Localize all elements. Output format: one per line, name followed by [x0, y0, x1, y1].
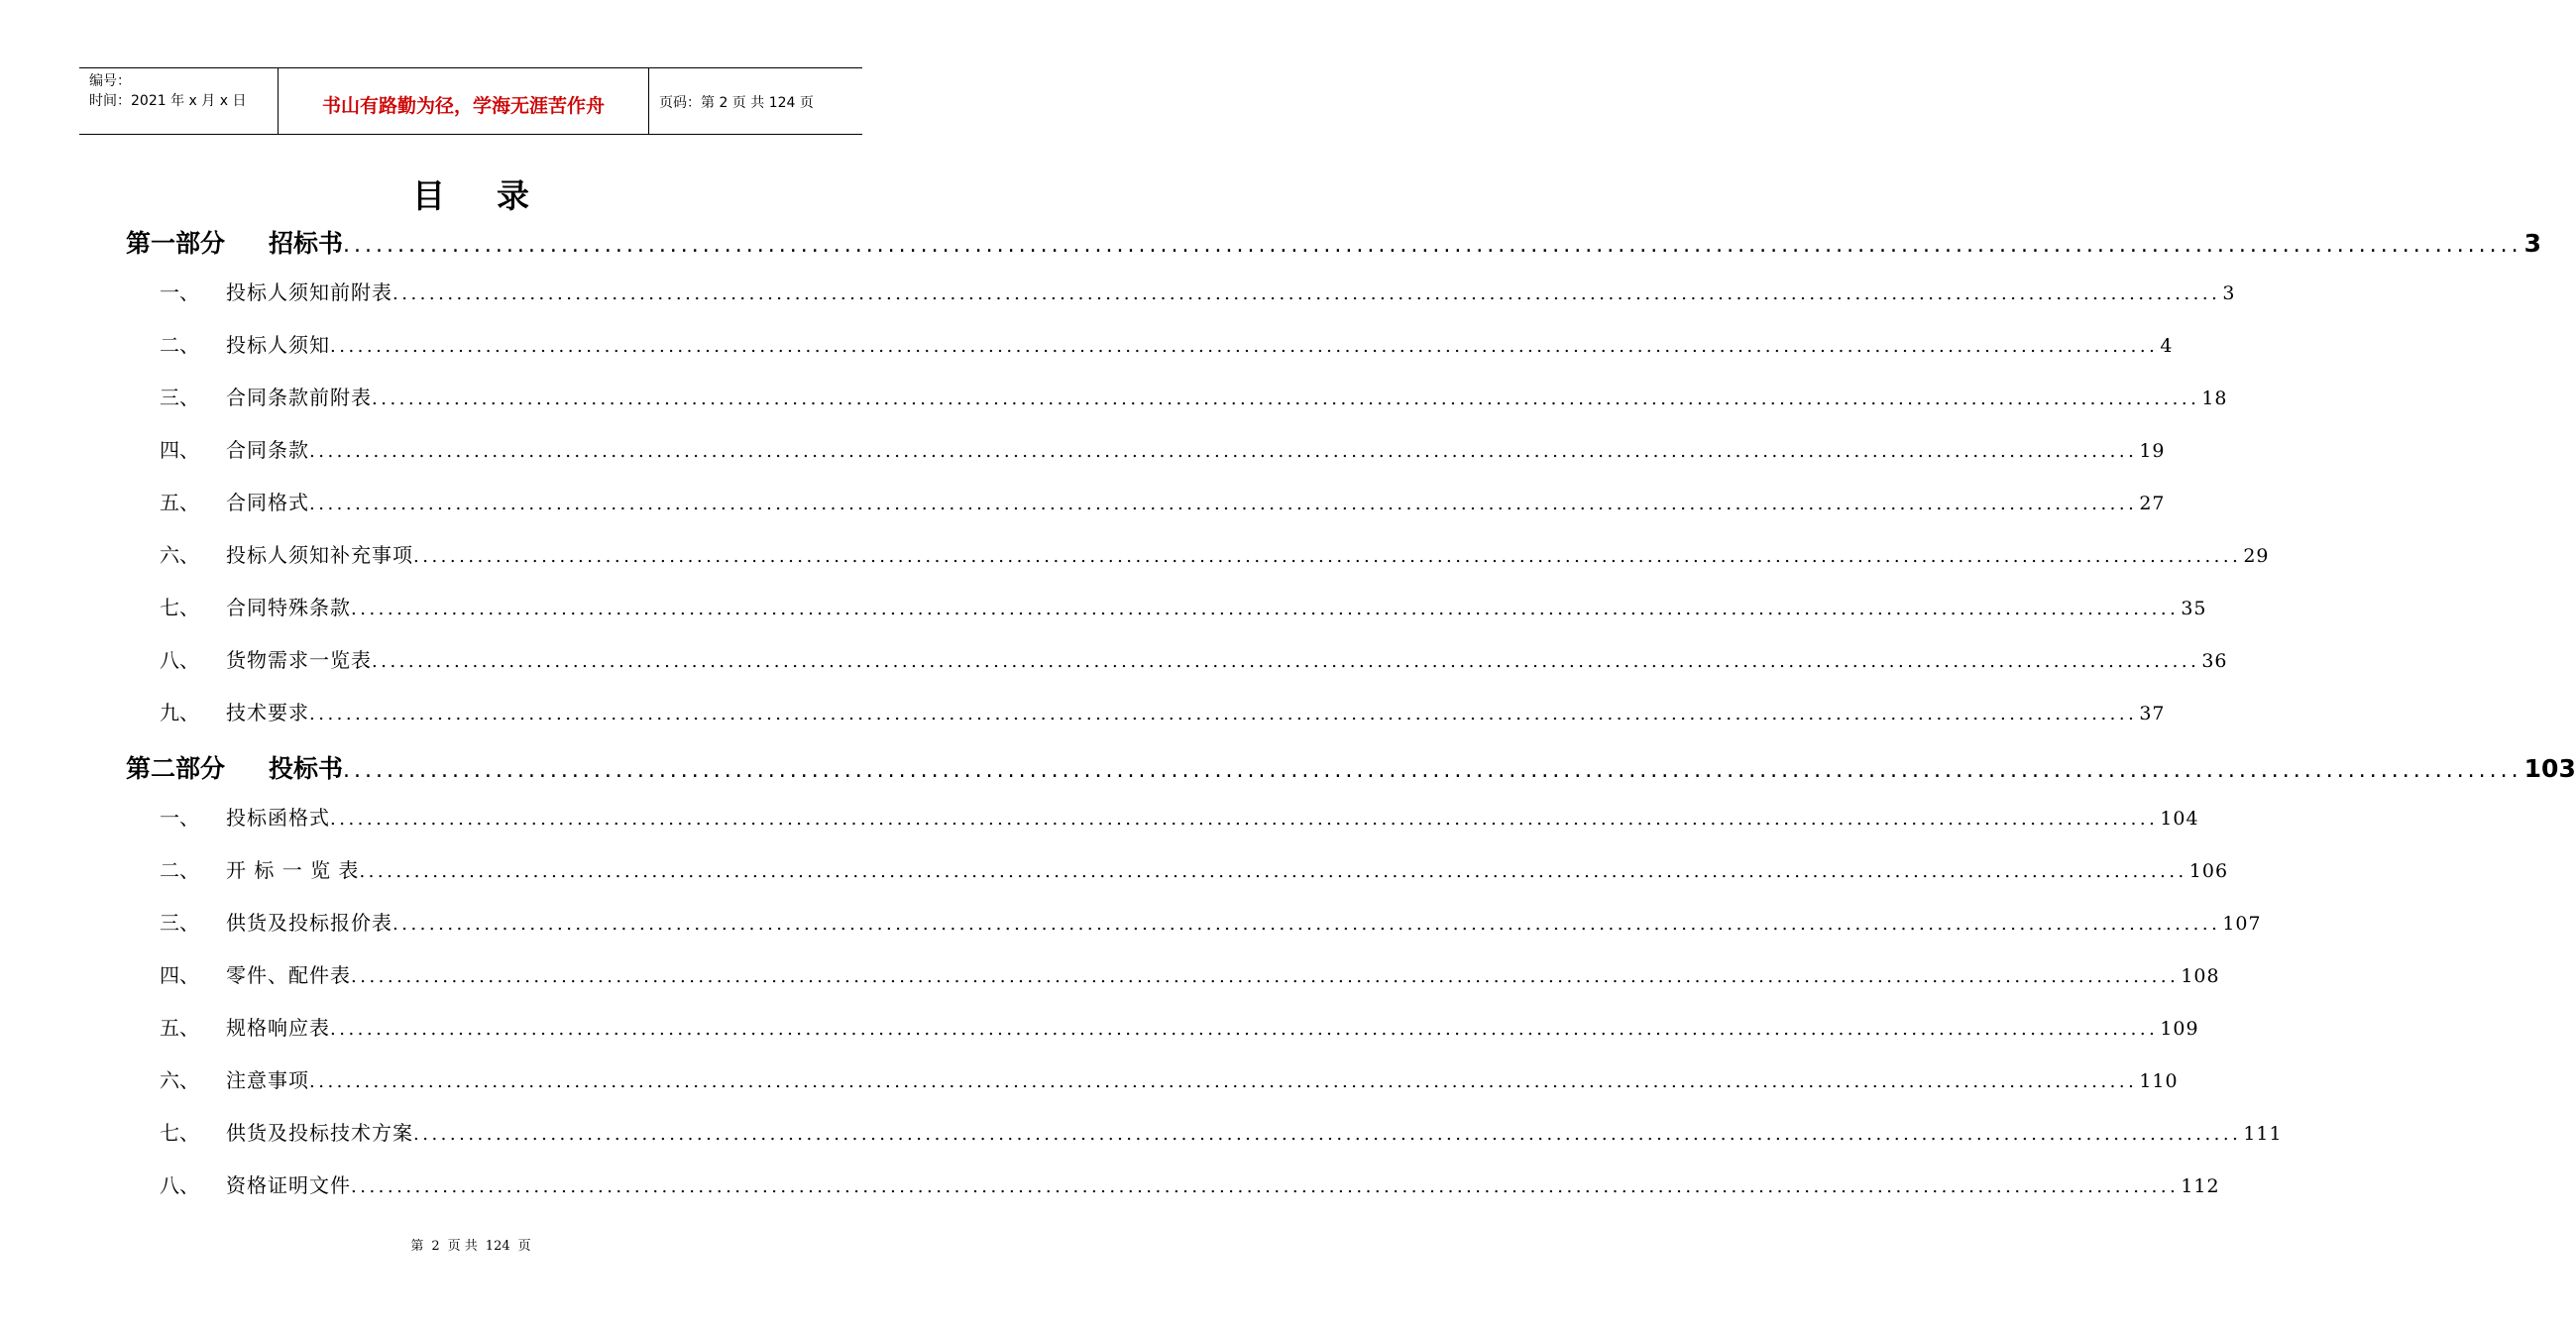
- toc-entry-title: 合同条款: [226, 438, 309, 462]
- toc-entry-number: 四、: [160, 438, 199, 462]
- toc-entry-label: [160, 592, 351, 620]
- toc-entry-page: 29: [2243, 545, 2270, 567]
- toc-entry-page: 4: [2160, 335, 2174, 357]
- toc-entry-number: 九、: [160, 701, 199, 724]
- toc-leader-dots: ........................................................................................................................................................................................................: [330, 336, 2159, 357]
- toc-entry[interactable]: [160, 487, 2166, 522]
- toc-entry[interactable]: [160, 644, 2228, 680]
- toc-entry[interactable]: [160, 382, 2228, 417]
- toc-entry-title: 招标书: [269, 229, 344, 258]
- toc-entry-page: 103: [2523, 754, 2576, 783]
- toc-entry[interactable]: [160, 907, 2262, 943]
- toc-entry-number: 一、: [160, 806, 199, 830]
- toc-leader-dots: ........................................................................................................................................................................................................: [309, 441, 2138, 462]
- toc-leader-dots: ........................................................................................................................................................................................................: [392, 914, 2221, 935]
- toc-leader-dots: ........................................................................................................................................................................................................: [413, 546, 2242, 567]
- toc-leader-dots: ........................................................................................................................................................................................................: [413, 1124, 2242, 1145]
- toc-leader-dots: ........................................................................................................................................................................................................: [351, 1176, 2180, 1197]
- toc-entry-title: 注意事项: [226, 1068, 309, 1092]
- toc-entry-label: [126, 749, 343, 785]
- toc-title: 目录: [412, 176, 581, 215]
- toc-entry-number: 八、: [160, 648, 199, 672]
- toc-entry-label: [160, 1064, 309, 1093]
- footer-suffix: 页: [517, 1239, 531, 1254]
- toc-entry-number: 六、: [160, 543, 199, 567]
- toc-entry-label: [160, 487, 309, 515]
- toc-entry-page: 37: [2139, 703, 2166, 724]
- toc-entry[interactable]: [160, 959, 2220, 995]
- toc-leader-dots: ........................................................................................................................................................................................................: [359, 861, 2187, 882]
- toc-entry[interactable]: [160, 434, 2166, 470]
- toc-entry-title: 合同条款前附表: [226, 386, 372, 409]
- toc-entry-label: [160, 277, 392, 305]
- header-number-label: 编号：: [89, 73, 131, 89]
- footer-mid: 页 共: [447, 1239, 478, 1254]
- toc-entry-number: 二、: [160, 858, 199, 882]
- toc-entry-number: 五、: [160, 491, 199, 514]
- toc-entry-page: 27: [2139, 493, 2166, 514]
- toc-leader-dots: ........................................................................................................................................................................................................: [343, 758, 2522, 783]
- toc-entry-title: 规格响应表: [226, 1016, 330, 1040]
- toc-entry-label: [160, 329, 330, 358]
- toc-entry-number: 五、: [160, 1016, 199, 1040]
- footer-total: 124: [485, 1239, 510, 1254]
- toc-entry-page: 108: [2181, 965, 2220, 987]
- toc-entry[interactable]: [160, 539, 2270, 575]
- toc-entry-label: [160, 802, 330, 831]
- page-header: [79, 67, 862, 135]
- toc-entry-number: 第二部分: [126, 754, 226, 783]
- toc-entry-label: [160, 434, 309, 463]
- toc-entry[interactable]: [160, 1117, 2283, 1153]
- toc-entry-page: 3: [2523, 229, 2542, 258]
- toc-leader-dots: ........................................................................................................................................................................................................: [309, 1071, 2138, 1092]
- toc-entry-title: 零件、配件表: [226, 963, 351, 987]
- toc-entry-title: 货物需求一览表: [226, 648, 372, 672]
- toc-entry-page: 107: [2222, 913, 2262, 935]
- toc-entry-number: 一、: [160, 280, 199, 304]
- toc-entry-number: 七、: [160, 596, 199, 619]
- toc-entry-label: [160, 1169, 351, 1198]
- toc-entry-title: 合同格式: [226, 491, 309, 514]
- toc-leader-dots: ........................................................................................................................................................................................................: [351, 966, 2180, 987]
- toc-entry-label: [160, 854, 359, 883]
- toc-entry-page: 18: [2201, 388, 2228, 409]
- toc-entry-title: 供货及投标报价表: [226, 911, 392, 935]
- toc-leader-dots: ........................................................................................................................................................................................................: [372, 651, 2200, 672]
- toc-entry-number: 四、: [160, 963, 199, 987]
- toc-entry-title: 投标函格式: [226, 806, 330, 830]
- toc-entry-label: [160, 697, 309, 725]
- toc-leader-dots: ........................................................................................................................................................................................................: [330, 1019, 2159, 1040]
- toc-entry-title: 合同特殊条款: [226, 596, 351, 619]
- header-time-label: 时间：2021 年 x 月 x 日: [89, 93, 247, 109]
- toc-entry-title: 开 标 一 览 表: [226, 858, 360, 882]
- toc-entry-number: 七、: [160, 1121, 199, 1145]
- toc-entry-number: 六、: [160, 1068, 199, 1092]
- toc-entry[interactable]: [160, 329, 2174, 365]
- toc-entry-page: 35: [2181, 598, 2207, 619]
- toc-entry-page: 112: [2181, 1175, 2220, 1197]
- toc-entry-number: 三、: [160, 911, 199, 935]
- toc-entry-page: 19: [2139, 440, 2166, 462]
- toc-entry-page: 110: [2139, 1070, 2179, 1092]
- toc-entry-label: [160, 907, 392, 936]
- toc-leader-dots: ........................................................................................................................................................................................................: [392, 283, 2221, 304]
- toc-entry-page: 109: [2160, 1018, 2199, 1040]
- toc-entry[interactable]: [160, 697, 2166, 732]
- toc-entry-title: 资格证明文件: [226, 1173, 351, 1197]
- toc-leader-dots: ........................................................................................................................................................................................................: [372, 388, 2200, 409]
- toc-entry-label: [160, 1117, 413, 1146]
- toc-entry-title: 投标人须知补充事项: [226, 543, 413, 567]
- toc-entry-page: 106: [2188, 860, 2229, 882]
- header-motto: 书山有路勤为径，学海无涯苦作舟: [279, 68, 649, 134]
- toc-entry-page: 104: [2160, 808, 2199, 830]
- toc-entry-page: 36: [2201, 650, 2228, 672]
- toc-entry[interactable]: [160, 277, 2236, 312]
- toc-entry-label: [160, 1012, 330, 1041]
- toc-entry-page: 3: [2222, 282, 2236, 304]
- toc-entry-label: [160, 644, 372, 673]
- toc-entry-number: 八、: [160, 1173, 199, 1197]
- toc-entry-title: 投标书: [269, 754, 344, 783]
- header-meta: [79, 68, 279, 134]
- toc-part-entry[interactable]: [126, 224, 2542, 268]
- toc-entry-title: 技术要求: [226, 701, 309, 724]
- header-page-label: 页码：第 2 页 共 124 页: [659, 95, 814, 111]
- toc-leader-dots: ........................................................................................................................................................................................................: [343, 233, 2522, 258]
- toc-entry-number: 二、: [160, 333, 199, 357]
- toc-entry-title: 投标人须知: [226, 333, 330, 357]
- toc-entry[interactable]: [160, 1012, 2199, 1048]
- toc-entry[interactable]: [160, 1064, 2179, 1100]
- toc-entry[interactable]: [160, 854, 2229, 890]
- toc-entry-label: [160, 959, 351, 988]
- toc-entry[interactable]: [160, 1169, 2220, 1205]
- toc-entry-title: 供货及投标技术方案: [226, 1121, 413, 1145]
- toc-leader-dots: ........................................................................................................................................................................................................: [309, 704, 2138, 724]
- page-footer: [0, 1235, 942, 1254]
- toc-leader-dots: ........................................................................................................................................................................................................: [330, 809, 2159, 830]
- toc-entry[interactable]: [160, 592, 2207, 627]
- toc-entry-label: [160, 382, 372, 410]
- toc-part-entry[interactable]: [126, 749, 2576, 793]
- toc-leader-dots: ........................................................................................................................................................................................................: [309, 494, 2138, 514]
- toc-entry-label: [160, 539, 413, 568]
- toc-entry-number: 三、: [160, 386, 199, 409]
- toc-entry-title: 投标人须知前附表: [226, 280, 392, 304]
- footer-page: 2: [431, 1239, 440, 1254]
- toc-entry-number: 第一部分: [126, 229, 226, 258]
- toc-entry[interactable]: [160, 802, 2199, 837]
- toc-entry-page: 111: [2243, 1123, 2283, 1145]
- footer-prefix: 第: [410, 1239, 424, 1254]
- toc-leader-dots: ........................................................................................................................................................................................................: [351, 599, 2180, 619]
- toc-entry-label: [126, 224, 343, 260]
